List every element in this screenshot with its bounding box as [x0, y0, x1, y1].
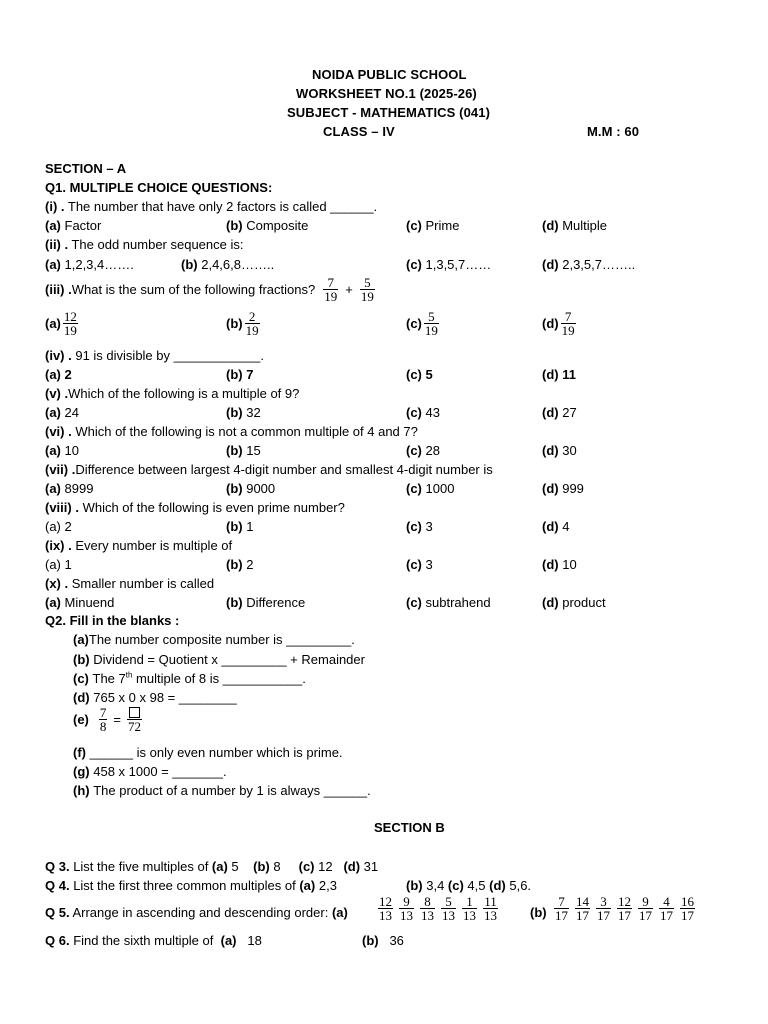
option-label: (a) [45, 257, 61, 272]
mcq-question-8 [45, 500, 345, 515]
option-text: 27 [558, 405, 577, 420]
mcq-options-6 [0, 443, 768, 458]
mcq-options-1 [0, 218, 768, 233]
denominator: 8 [99, 719, 107, 734]
question-5: Q 5. Arrange in ascending and descending order: (a) [45, 905, 348, 920]
question-number: (vii) . [45, 462, 76, 477]
item-label: (h) [73, 783, 90, 798]
mcq-options-9 [0, 557, 768, 572]
denominator: 19 [424, 323, 438, 338]
option-label: (d) [542, 257, 559, 272]
numerator: 5 [364, 275, 371, 290]
option-d [542, 481, 584, 496]
option-label: (c) [406, 443, 422, 458]
option-text: 2,3,5,7…….. [558, 257, 636, 272]
option-b [226, 481, 275, 496]
numerator: 12 [618, 894, 631, 909]
option-label: (d) [542, 316, 559, 331]
option-label: (c) [406, 557, 422, 572]
denominator: 17 [597, 908, 610, 923]
item-label: (e) [73, 712, 89, 727]
option-label: (c) [406, 316, 422, 331]
option-fraction [561, 310, 576, 337]
option-label: (b) [226, 519, 243, 534]
denominator: 13 [484, 908, 497, 923]
option-text: 9000 [242, 481, 276, 496]
option-c [406, 405, 440, 420]
option-text: Minuend [60, 595, 115, 610]
mcq-options-4 [0, 367, 768, 382]
denominator: 19 [63, 323, 77, 338]
option-label: (a) [45, 481, 61, 496]
q5-fraction [483, 895, 498, 922]
fill-blank-d [73, 690, 237, 705]
fraction-operand [323, 276, 338, 303]
mcq-options-3 [0, 309, 768, 338]
option-text: 43 [421, 405, 440, 420]
numerator: 12 [379, 894, 392, 909]
option-text: 15 [242, 443, 261, 458]
item-label: (d) [73, 690, 90, 705]
q5-fraction [596, 895, 611, 922]
item-label: (b) [73, 652, 90, 667]
question-number: (x) . [45, 576, 69, 591]
option-d [542, 218, 607, 233]
q5-fraction [378, 895, 393, 922]
q5-fraction [575, 895, 590, 922]
numerator: 1 [466, 894, 473, 909]
numerator: 11 [484, 894, 497, 909]
item-text: 765 x 0 x 98 = ________ [93, 690, 237, 705]
option-text: 30 [558, 443, 577, 458]
option-text: 3 [421, 519, 433, 534]
max-marks: M.M : 60 [587, 124, 640, 139]
option-a [45, 557, 72, 572]
denominator: 19 [324, 289, 338, 304]
denominator: 13 [421, 908, 434, 923]
denominator: 72 [127, 719, 141, 734]
box-numerator [128, 706, 141, 719]
option-a [45, 310, 80, 337]
fill-blank-b [73, 652, 365, 667]
option-text: 2,4,6,8…….. [197, 257, 275, 272]
option-a [45, 595, 114, 610]
denominator: 17 [555, 908, 568, 923]
option-label: (a) [45, 443, 61, 458]
question-number: (iii) . [45, 282, 72, 297]
item-text: The number composite number is _________. [88, 632, 355, 647]
worksheet-title: WORKSHEET NO.1 (2025-26) [296, 86, 477, 101]
option-a [45, 443, 79, 458]
option-label: (b) [226, 557, 243, 572]
section-a-title: SECTION – A [45, 161, 127, 176]
question-number: (v) . [45, 386, 69, 401]
option-label: (b) [181, 257, 198, 272]
item-label: (c) [73, 671, 89, 686]
option-label: (d) [542, 557, 559, 572]
option-fraction [424, 310, 439, 337]
option-text: (a) 2 [45, 519, 72, 534]
option-label: (a) [45, 316, 61, 331]
option-text: Multiple [558, 218, 608, 233]
mcq-question-2 [45, 237, 243, 252]
option-b [226, 218, 308, 233]
denominator: 13 [442, 908, 455, 923]
school-name: NOIDA PUBLIC SCHOOL [312, 67, 467, 82]
option-fraction [245, 310, 260, 337]
option-text: Difference [242, 595, 306, 610]
mcq-options-5 [0, 405, 768, 420]
option-c [406, 557, 433, 572]
option-text: 28 [421, 443, 440, 458]
option-d [542, 519, 569, 534]
option-c [406, 595, 491, 610]
option-d [542, 257, 635, 272]
item-text: The 7 [92, 671, 126, 686]
option-a [45, 218, 101, 233]
denominator: 17 [639, 908, 652, 923]
question-number: (viii) . [45, 500, 79, 515]
numerator: 5 [428, 309, 435, 324]
option-b [226, 595, 305, 610]
question-text: What is the sum of the following fractions? [71, 282, 316, 297]
numerator: 3 [600, 894, 607, 909]
option-text: 24 [60, 405, 79, 420]
option-label: (d) 11 [542, 367, 576, 382]
option-label: (c) [406, 218, 422, 233]
option-a [45, 405, 79, 420]
question-text: Which of the following is not a common multiple of 4 and 7? [71, 424, 418, 439]
option-a [45, 519, 72, 534]
option-text: 1 [242, 519, 254, 534]
option-text: Composite [242, 218, 309, 233]
numerator: 7 [99, 705, 107, 720]
class-title: CLASS – IV [323, 124, 395, 139]
mcq-question-4 [45, 348, 264, 363]
option-label: (b) [226, 443, 243, 458]
option-c [406, 257, 491, 272]
fill-blank-c [73, 671, 306, 686]
option-c [406, 519, 433, 534]
option-b [226, 310, 262, 337]
denominator: 17 [681, 908, 694, 923]
option-label: (c) [406, 405, 422, 420]
option-label: (c) 5 [406, 367, 433, 382]
option-label: (b) [226, 481, 243, 496]
option-text: 1,2,3,4……. [60, 257, 134, 272]
option-text: 3 [421, 557, 433, 572]
option-b [226, 443, 261, 458]
option-b [181, 257, 274, 272]
numerator: 2 [248, 309, 256, 324]
denominator: 19 [561, 323, 575, 338]
option-label: (d) [542, 595, 559, 610]
option-label: (a) [45, 405, 61, 420]
option-d [542, 443, 577, 458]
option-d [542, 595, 606, 610]
q1-title: Q1. MULTIPLE CHOICE QUESTIONS: [45, 180, 273, 195]
numerator: 14 [576, 894, 589, 909]
option-c [406, 443, 440, 458]
q5-fraction [399, 895, 414, 922]
option-label: (b) 7 [226, 367, 254, 382]
option-text: 4 [558, 519, 570, 534]
mcq-question-6 [45, 424, 418, 439]
question-number: (ix) . [45, 538, 72, 553]
mcq-question-3 [45, 276, 377, 303]
fill-blank-h [73, 783, 371, 798]
item-text: 458 x 1000 = _______. [93, 764, 227, 779]
numerator: 7 [327, 275, 334, 290]
q5-fractions-a [375, 895, 501, 922]
mcq-options-2 [0, 257, 768, 272]
fill-blank-g [73, 764, 227, 779]
option-text: 10 [558, 557, 577, 572]
option-label: (d) [542, 519, 559, 534]
numerator: 7 [564, 309, 572, 324]
option-text: 1,3,5,7…… [421, 257, 492, 272]
option-c [406, 481, 454, 496]
q5-fraction [659, 895, 674, 922]
numerator: 9 [642, 894, 649, 909]
mcq-question-5 [45, 386, 299, 401]
option-b [226, 557, 253, 572]
question-4-more: (b) 3,4 (c) 4,5 (d) 5,6. [406, 878, 532, 893]
numerator: 7 [558, 894, 565, 909]
option-b [226, 519, 253, 534]
option-text: Prime [421, 218, 460, 233]
question-3: Q 3. List the five multiples of (a) 5 (b) 8 (c) 12 (d) 31 [45, 859, 379, 874]
fill-blank-a [73, 632, 355, 647]
item-label: (f) [73, 745, 86, 760]
option-label: (c) [406, 595, 422, 610]
plus-sign: + [345, 282, 353, 297]
fraction-operand [360, 276, 375, 303]
numerator: 12 [63, 309, 77, 324]
item-label: (g) [73, 764, 90, 779]
option-label: (d) [542, 405, 559, 420]
option-a [45, 481, 93, 496]
question-6: Q 6. Find the sixth multiple of (a) 18 [45, 933, 262, 948]
q5-fractions-b [551, 895, 698, 922]
option-d [542, 557, 577, 572]
option-c [406, 310, 441, 337]
numerator: 4 [663, 894, 670, 909]
denominator: 13 [400, 908, 413, 923]
option-label: (c) [406, 257, 422, 272]
option-text: subtrahend [421, 595, 491, 610]
option-text: 32 [242, 405, 261, 420]
item-text: The product of a number by 1 is always ______. [93, 783, 371, 798]
option-d [542, 405, 577, 420]
option-text: Factor [60, 218, 102, 233]
question-text: Which of the following is a multiple of 9? [68, 386, 300, 401]
option-fraction [63, 310, 78, 337]
section-b-title: SECTION B [374, 820, 445, 835]
denominator: 13 [379, 908, 392, 923]
option-c [406, 218, 459, 233]
mcq-question-9 [45, 538, 232, 553]
equals-sign: = [113, 712, 121, 727]
mcq-options-7 [0, 481, 768, 496]
option-d [542, 367, 576, 382]
denominator: 17 [618, 908, 631, 923]
fill-blank-e [73, 706, 144, 733]
q5-fraction [638, 895, 653, 922]
denominator: 17 [576, 908, 589, 923]
option-label: (d) [542, 218, 559, 233]
fraction [99, 706, 108, 733]
mcq-question-7 [45, 462, 493, 477]
option-label: (a) [45, 218, 61, 233]
question-4: Q 4. List the first three common multiples of (a) 2,3 [45, 878, 337, 893]
option-label: (b) [226, 405, 243, 420]
option-label: (a) [45, 595, 61, 610]
numerator: 9 [403, 894, 410, 909]
option-text: 10 [60, 443, 79, 458]
question-text: Smaller number is called [68, 576, 215, 591]
option-text: (a) 1 [45, 557, 72, 572]
q5-fraction [441, 895, 456, 922]
denominator: 19 [360, 289, 374, 304]
item-label: (a) [73, 632, 89, 647]
q5-fraction [617, 895, 632, 922]
option-b [226, 405, 261, 420]
option-text: 8999 [60, 481, 94, 496]
fill-blank-f [73, 745, 343, 760]
fraction-with-box [127, 706, 142, 733]
item-text: ______ is only even number which is prime. [89, 745, 343, 760]
denominator: 17 [660, 908, 673, 923]
question-number: (iv) . [45, 348, 72, 363]
item-text-cont: multiple of 8 is ___________. [132, 671, 306, 686]
empty-box-icon [129, 707, 140, 718]
question-text: Every number is multiple of [71, 538, 233, 553]
denominator: 13 [463, 908, 476, 923]
numerator: 16 [681, 894, 694, 909]
question-text: 91 is divisible by ____________. [71, 348, 264, 363]
option-label: (b) [226, 218, 243, 233]
question-text: Which of the following is even prime number? [78, 500, 345, 515]
question-text: Difference between largest 4-digit number and smallest 4-digit number is [75, 462, 493, 477]
option-text: 999 [558, 481, 584, 496]
option-label: (c) [406, 519, 422, 534]
mcq-options-8 [0, 519, 768, 534]
option-text: 1000 [421, 481, 455, 496]
q5-fraction [680, 895, 695, 922]
option-label: (a) 2 [45, 367, 72, 382]
numerator: 8 [424, 894, 431, 909]
q5-fraction [554, 895, 569, 922]
option-label: (d) [542, 481, 559, 496]
option-label: (d) [542, 443, 559, 458]
denominator: 19 [245, 323, 259, 338]
question-6-b: (b) 36 [362, 933, 404, 948]
q2-title: Q2. Fill in the blanks : [45, 613, 180, 628]
question-text: The odd number sequence is: [68, 237, 244, 252]
question-number: (ii) . [45, 237, 69, 252]
question-number: (vi) . [45, 424, 72, 439]
option-text: 2 [242, 557, 254, 572]
option-label: (b) [226, 595, 243, 610]
option-text: product [558, 595, 606, 610]
option-d [542, 310, 578, 337]
q5-label-b: (b) [530, 905, 547, 920]
superscript: th [125, 670, 133, 680]
option-c [406, 367, 433, 382]
option-a [45, 367, 72, 382]
item-text: Dividend = Quotient x _________ + Remainder [93, 652, 365, 667]
q5-fraction [420, 895, 435, 922]
option-b [226, 367, 253, 382]
numerator: 5 [445, 894, 452, 909]
question-number: (i) . [45, 199, 65, 214]
mcq-options-10 [0, 595, 768, 610]
option-a [45, 257, 134, 272]
mcq-question-10 [45, 576, 214, 591]
option-label: (c) [406, 481, 422, 496]
subject-title: SUBJECT - MATHEMATICS (041) [287, 105, 491, 120]
option-label: (b) [226, 316, 243, 331]
mcq-question-1 [45, 199, 377, 214]
question-text: The number that have only 2 factors is called ______. [64, 199, 378, 214]
q5-fraction [462, 895, 477, 922]
